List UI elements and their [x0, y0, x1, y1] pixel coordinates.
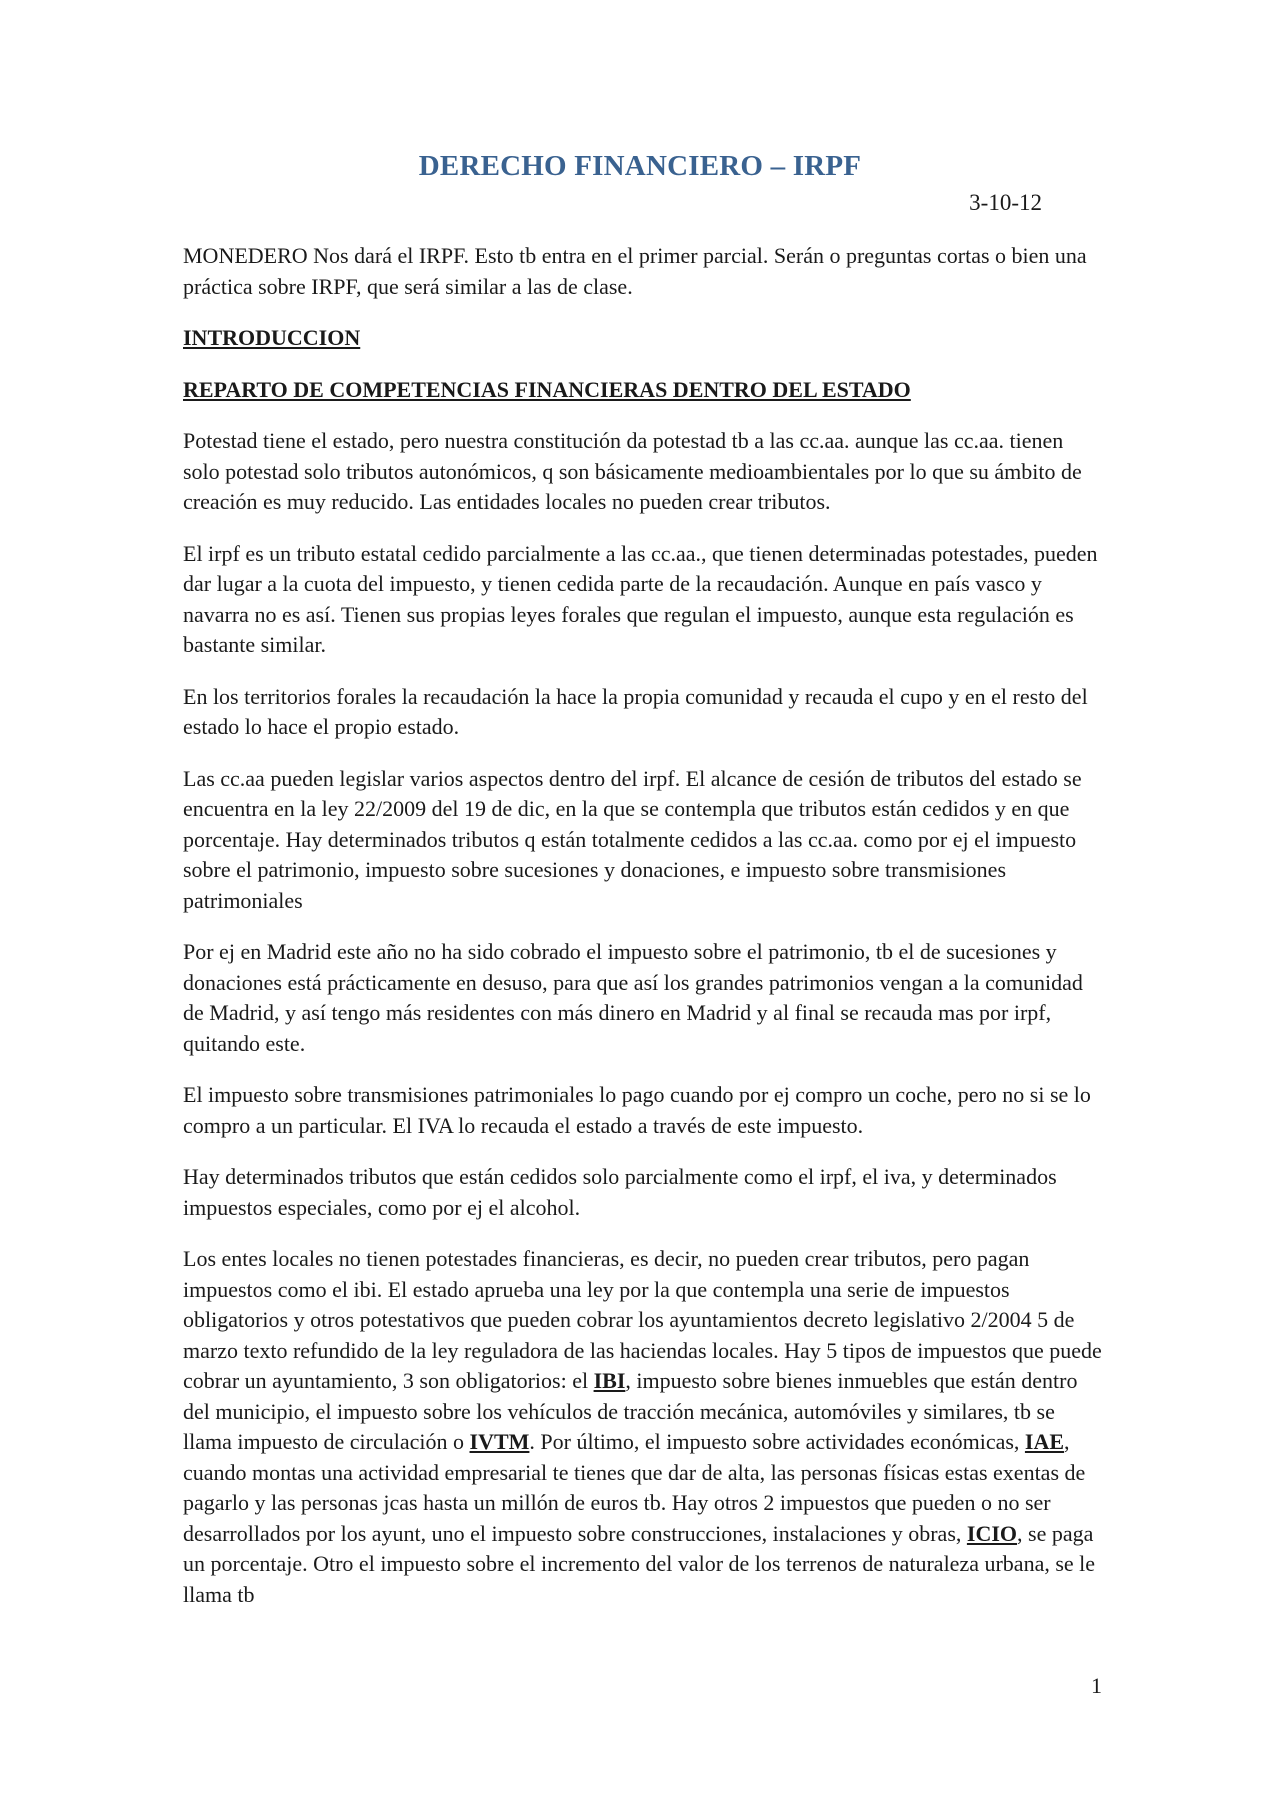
body-paragraph: El impuesto sobre transmisiones patrimoniales lo pago cuando por ej compro un coche, pero no si se lo compro a un particular. El IVA lo recauda el estado a través de este impuesto.	[183, 1082, 1091, 1138]
document-title: DERECHO FINANCIERO – IRPF	[418, 150, 862, 182]
body-paragraph: Hay determinados tributos que están cedidos solo parcialmente como el irpf, el iva, y determinados impuestos especiales, como por ej el alcohol.	[183, 1164, 1057, 1220]
abbr-iae: IAE	[1024, 1429, 1065, 1454]
text-segment: , impuesto sobre bienes inmuebles que están dentro del municipio, el impuesto sobre los vehículos de tracción mecánica, automóviles y similares, tb se llama impuesto de circulación o	[183, 1368, 1078, 1454]
body-paragraph-local-taxes	[183, 1244, 1103, 1610]
page-number: 1	[1091, 1673, 1102, 1698]
text-segment: , cuando montas una actividad empresarial te tienes que dar de alta, las personas físicas estas exentas de pagarlo y las personas jcas hasta un millón de euros tb. Hay otros 2 impuestos que pueden o no ser desarrollados por los ayunt, uno el impuesto sobre construcciones, instalaciones y obras,	[183, 1429, 1086, 1546]
section-heading-reparto: REPARTO DE COMPETENCIAS FINANCIERAS DENTRO DEL ESTADO	[183, 376, 911, 402]
text-segment: , se paga un porcentaje. Otro el impuesto sobre el incremento del valor de los terrenos de naturaleza urbana, se le llama tb	[183, 1520, 1096, 1607]
body-paragraph: Las cc.aa pueden legislar varios aspectos dentro del irpf. El alcance de cesión de tributos del estado se encuentra en la ley 22/2009 del 19 de dic, en la que se contempla que tributos están cedidos y en que porcentaje. Hay determinados tributos q están totalmente cedidos a las cc.aa. como por ej el impuesto sobre el patrimonio, impuesto sobre sucesiones y donaciones, e impuesto sobre transmisiones patrimoniales	[183, 765, 1082, 913]
body-paragraph: El irpf es un tributo estatal cedido parcialmente a las cc.aa., que tienen determinadas potestades, pueden dar lugar a la cuota del impuesto, y tienen cedida parte de la recaudación. Aunque en país vasco y navarra no es así. Tienen sus propias leyes forales que regulan el impuesto, aunque esta regulación es bastante similar.	[183, 540, 1098, 657]
abbr-ivtm: IVTM	[469, 1429, 530, 1454]
abbr-ibi: IBI	[593, 1368, 626, 1393]
document-date: 3-10-12	[969, 190, 1042, 215]
body-paragraph: Potestad tiene el estado, pero nuestra constitución da potestad tb a las cc.aa. aunque las cc.aa. tienen solo potestad solo tributos autonómicos, q son básicamente medioambientales por lo que su ámbito de creación es muy reducido. Las entidades locales no pueden crear tributos.	[183, 428, 1082, 514]
body-paragraph: En los territorios forales la recaudación la hace la propia comunidad y recauda el cupo y en el resto del estado lo hace el propio estado.	[183, 683, 1088, 739]
abbr-icio: ICIO	[966, 1520, 1018, 1546]
body-paragraph: Por ej en Madrid este año no ha sido cobrado el impuesto sobre el patrimonio, tb el de sucesiones y donaciones está prácticamente en desuso, para que así los grandes patrimonios vengan a la comunidad de Madrid, y así tengo más residentes con más dinero en Madrid y al final se recauda mas por irpf, quitando este.	[183, 939, 1083, 1056]
text-segment: Los entes locales no tienen potestades financieras, es decir, no pueden crear tributos, pero pagan impuestos como el ibi. El estado aprueba una ley por la que contempla una serie de impuestos obligatorios y otros potestativos que pueden cobrar los ayuntamientos decreto legislativo 2/2004 5 de marzo texto refundido de la ley reguladora de las haciendas locales. Hay 5 tipos de impuestos que puede cobrar un ayuntamiento, 3 son obligatorios: el	[183, 1246, 1102, 1393]
document-body	[183, 241, 1103, 1631]
intro-paragraph: MONEDERO Nos dará el IRPF. Esto tb entra en el primer parcial. Serán o preguntas cortas o bien una práctica sobre IRPF, que será similar a las de clase.	[183, 243, 1087, 299]
text-segment: . Por último, el impuesto sobre actividades económicas,	[529, 1429, 1025, 1454]
section-heading-introduccion: INTRODUCCION	[183, 325, 361, 350]
